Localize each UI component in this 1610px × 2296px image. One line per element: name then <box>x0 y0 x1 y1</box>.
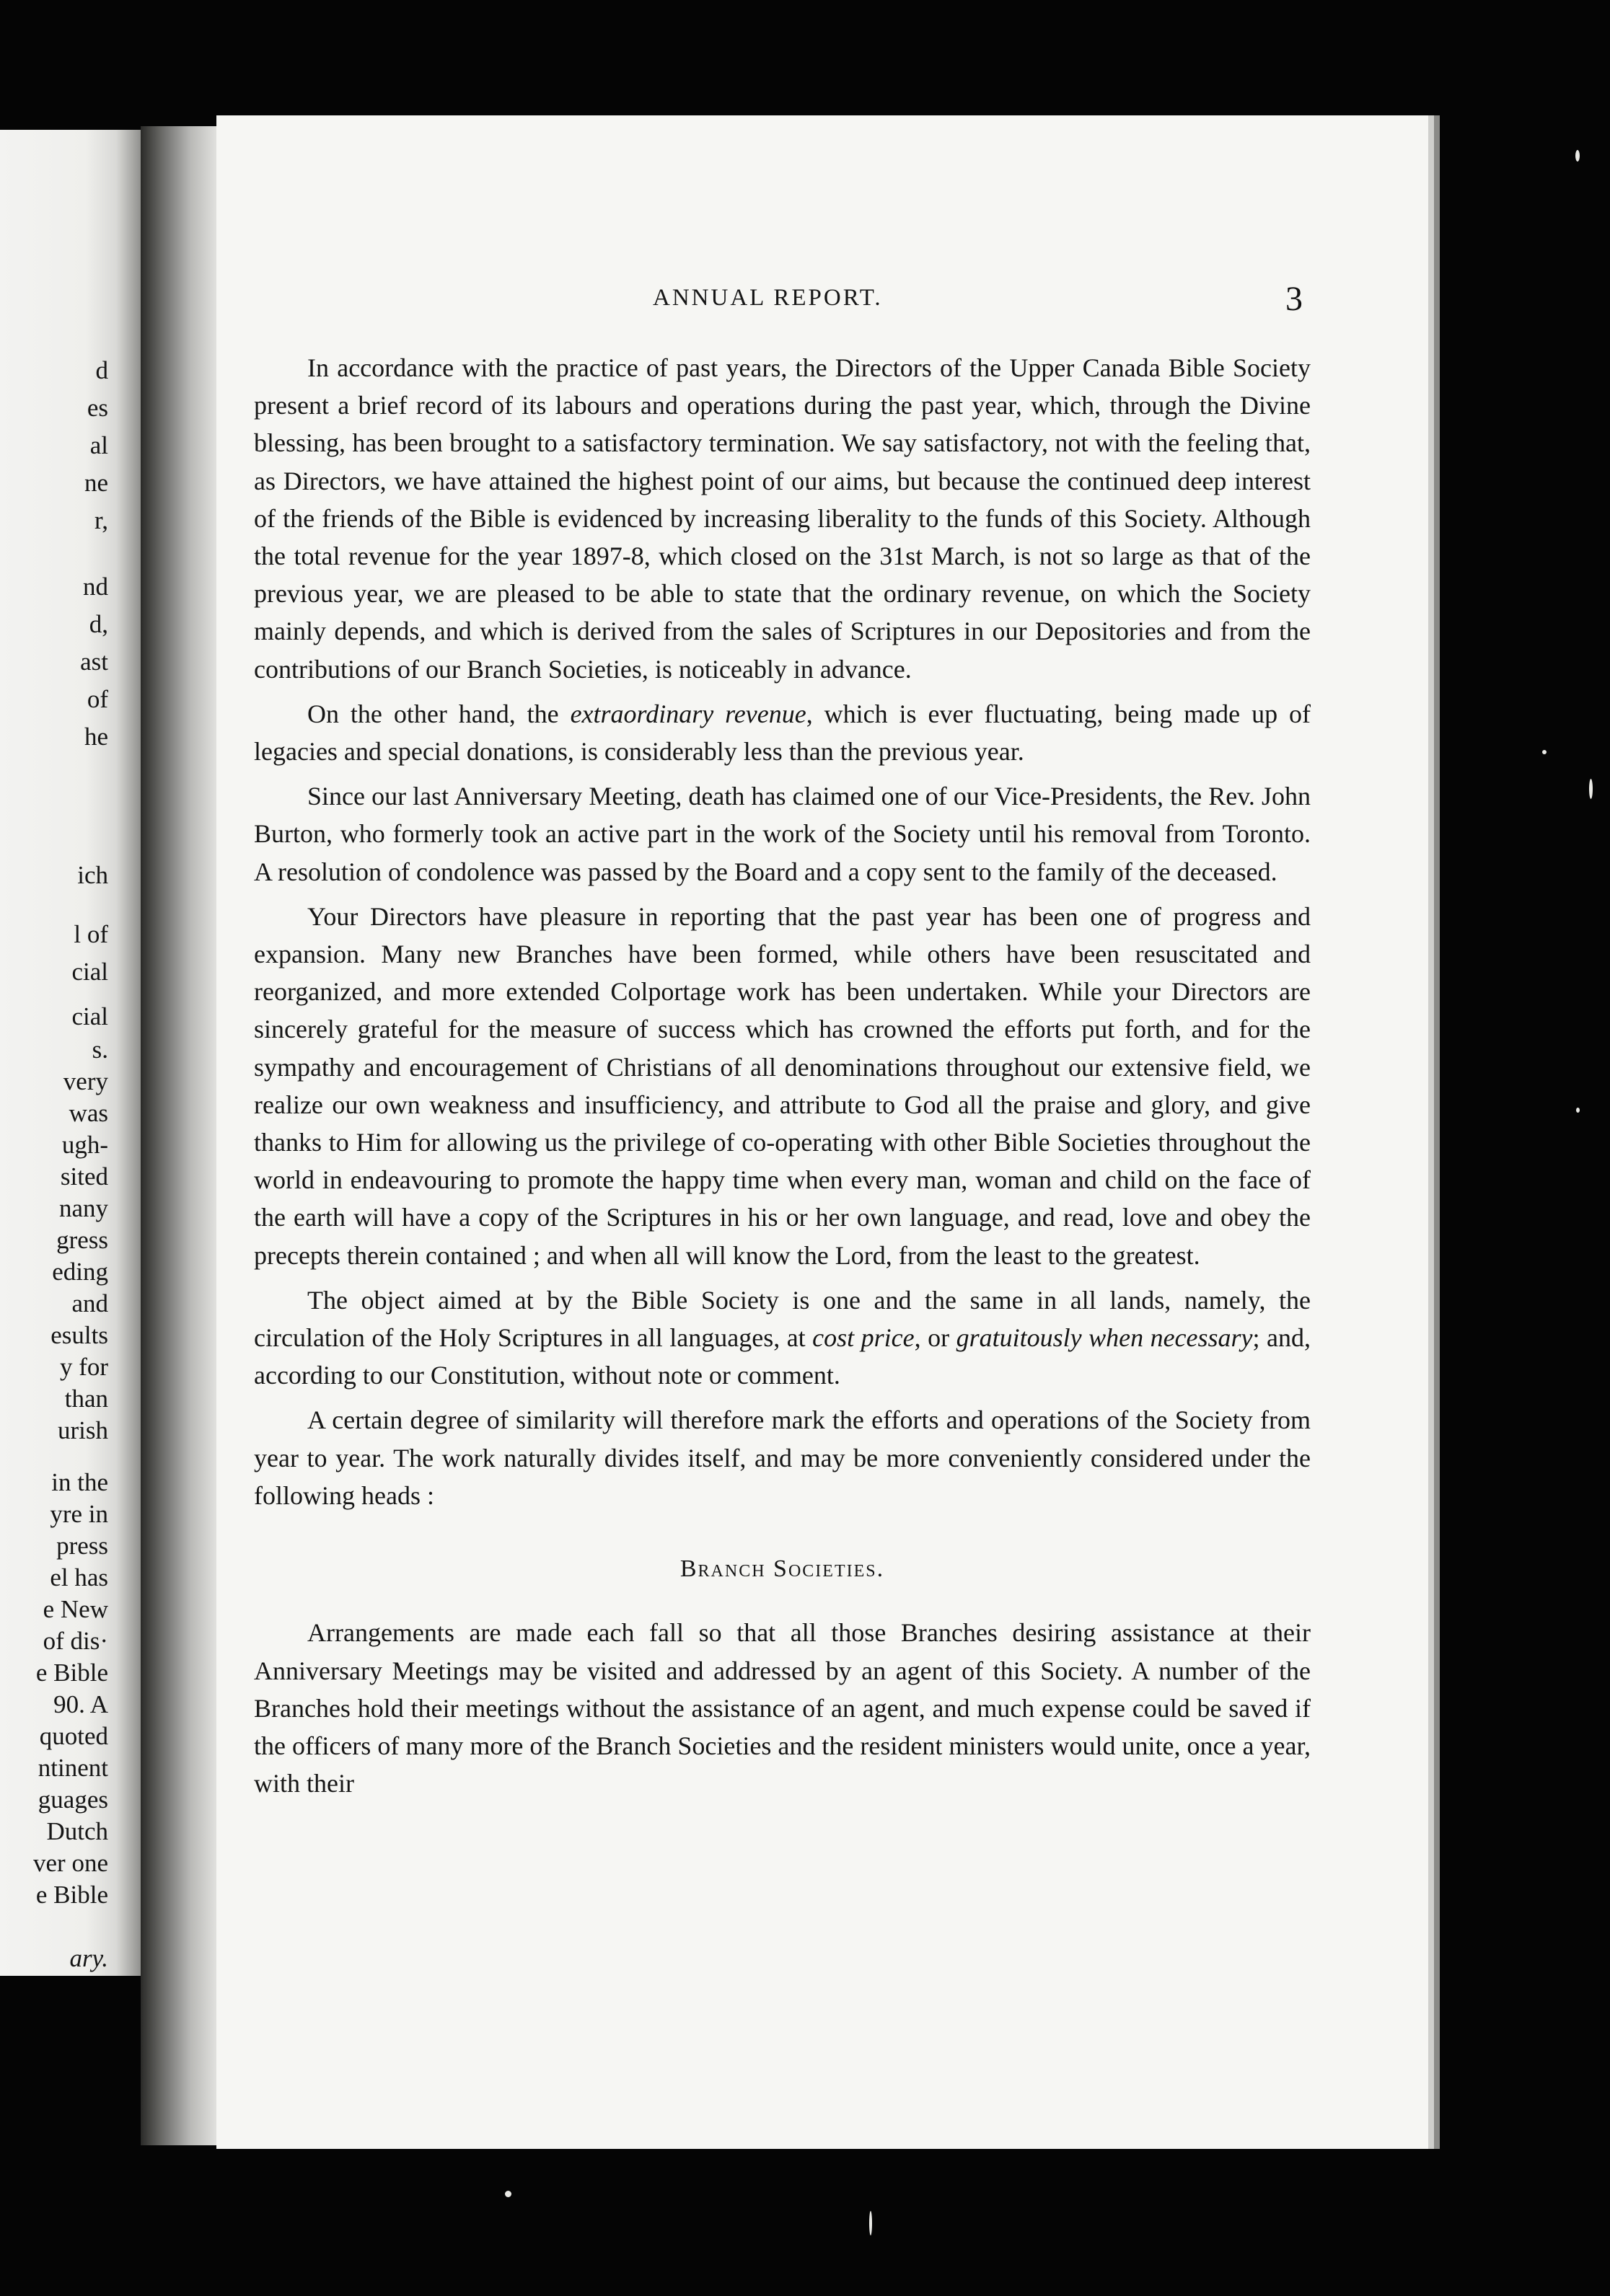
left-page-fragment: ich <box>77 861 108 889</box>
section-heading: Branch Societies. <box>679 1555 885 1583</box>
paragraph-intro: In accordance with the practice of past years, the Directors of the Upper Canada Bible Society present a brief record of its labours and operations during the past year, which, through the Divine blessing, has been brought to a satisfactory termination. We say satisfactory, not with the feeling that, as Directors, we have attained the highest point of our aims, but because the continued deep interest of the friends of the Bible is evidenced by increasing liberality to the funds of this Society. Although the total revenue for the year 1897-8, which closed on the 31st March, is not so large as that of the previous year, we are pleased to be able to state that the ordinary revenue, on which the Society mainly depends, and which is derived from the sales of Scriptures in our Depositories and from the contributions of our Branch Societies, is noticeably in advance. <box>254 353 1311 684</box>
left-page-fragment: l of <box>74 920 108 948</box>
left-page-fragment: very <box>63 1067 108 1095</box>
left-page-fragment: ne <box>84 469 108 497</box>
paragraph-branch-societies: Arrangements are made each fall so that all those Branches desiring assistance at their Anniversary Meetings may be visited and addressed by an agent of this Society. A number of the Branches hold their meetings without the assistance of an agent, and much expense could be saved if the officers of many more of the Branch Societies and the resident ministers would unite, once a year, with their <box>254 1618 1311 1798</box>
left-page-fragment: al <box>89 431 108 459</box>
left-page-fragment: ver one <box>33 1849 108 1877</box>
paragraph-similarity: A certain degree of similarity will therefore mark the efforts and operations of the Society from year to year. The work naturally divides itself, and may be more conveniently considered under the following heads : <box>254 1405 1311 1510</box>
paragraph-object <box>254 1281 1311 1395</box>
page-header <box>0 280 1610 321</box>
paragraph-extraordinary-revenue <box>254 695 1311 770</box>
left-page-fragment: e New <box>43 1595 108 1623</box>
left-page-fragment: and <box>71 1289 108 1317</box>
left-page-fragment: of <box>87 685 108 713</box>
left-page-fragment: el has <box>50 1563 108 1591</box>
paragraph-vice-president: Since our last Anniversary Meeting, death has claimed one of our Vice-Presidents, the Rev. John Burton, who formerly took an active part in the work of the Society until his removal from Toronto. A resolution of condolence was passed by the Board and a copy sent to the family of the deceased. <box>254 782 1311 886</box>
left-page-fragment: yre in <box>50 1500 108 1528</box>
left-page-fragment: e Bible <box>35 1881 108 1909</box>
left-page-fragment: Dutch <box>46 1817 108 1845</box>
left-page-fragment: eding <box>52 1258 108 1286</box>
left-page-fragment: 90. A <box>53 1690 108 1718</box>
left-page-fragment: e Bible <box>35 1659 108 1687</box>
left-page-fragment: esults <box>50 1321 108 1349</box>
left-page-fragment: d <box>95 356 108 384</box>
left-page-fragment: ary. <box>69 1944 108 1972</box>
italic-phrase: cost price <box>812 1323 915 1353</box>
left-page-fragment: sited <box>60 1162 108 1191</box>
paragraph-progress: Your Directors have pleasure in reporting that the past year has been one of progress and expansion. Many new Branches have been formed, while others have been resuscitated and reorganized, and more extended Colportage work has been undertaken. While your Directors are sincerely grateful for the measure of success which has crowned the efforts put forth, and for the sympathy and encouragement of Christians of all denominations throughout our extensive field, we realize our own weakness and insufficiency, and attribute to God all the praise and glory, and give thanks to Him for allowing us the privilege of co-operating with other Bible Societies throughout the world in endeavouring to promote the happy time when every man, woman and child on the face of the earth will have a copy of the Scriptures in his or her own language, and read, love and obey the precepts therein contained ; and when all will know the Lord, from the least to the greatest. <box>254 901 1311 1270</box>
left-page-fragment: y for <box>59 1353 108 1381</box>
left-page-fragment: s. <box>92 1036 108 1064</box>
italic-phrase: extraordinary revenue <box>570 699 806 728</box>
left-page-fragment: nd <box>83 573 108 601</box>
left-facing-page <box>0 130 155 1976</box>
left-page-fragment: he <box>84 723 108 751</box>
left-page-fragment: quoted <box>39 1722 108 1750</box>
left-page-fragment: cial <box>71 1002 108 1030</box>
left-page-fragment: of dis· <box>43 1627 108 1655</box>
paragraph-text: , or <box>914 1323 956 1353</box>
page-number: 3 <box>1285 280 1303 318</box>
left-page-fragment: ntinent <box>38 1754 108 1782</box>
left-page-fragment: ast <box>80 648 108 676</box>
left-page-fragment: r, <box>94 506 108 534</box>
left-page-fragment: gress <box>56 1226 108 1254</box>
left-page-fragment: than <box>64 1385 108 1413</box>
left-page-fragment: was <box>69 1099 108 1127</box>
left-page-fragment: d, <box>89 610 108 638</box>
running-head: ANNUAL REPORT. <box>653 285 883 311</box>
left-page-fragment: guages <box>38 1785 108 1814</box>
paragraph-text: The object aimed at by the Bible Society is one and the same in all lands, namely, the circulation of the Holy Scriptures in all languages, at <box>254 1285 1311 1353</box>
left-page-fragment: es <box>87 394 108 422</box>
left-page-fragment: urish <box>58 1416 108 1444</box>
paragraph-text: , which is ever fluctuating, being made up of legacies and special donations, is considerably less than the previous year. <box>254 699 1311 767</box>
left-page-fragment: cial <box>71 958 108 986</box>
left-page-fragment: nany <box>58 1194 108 1222</box>
body-text <box>254 349 1311 1809</box>
left-page-fragment: ugh- <box>61 1131 108 1159</box>
paragraph-text: ; and, according to our Constitution, without note or comment. <box>254 1323 1311 1390</box>
left-page-fragment: in the <box>51 1468 108 1496</box>
left-page-fragment: press <box>56 1532 108 1560</box>
italic-phrase: gratuitously when necessary <box>956 1323 1253 1353</box>
paragraph-text: On the other hand, the <box>307 699 571 728</box>
